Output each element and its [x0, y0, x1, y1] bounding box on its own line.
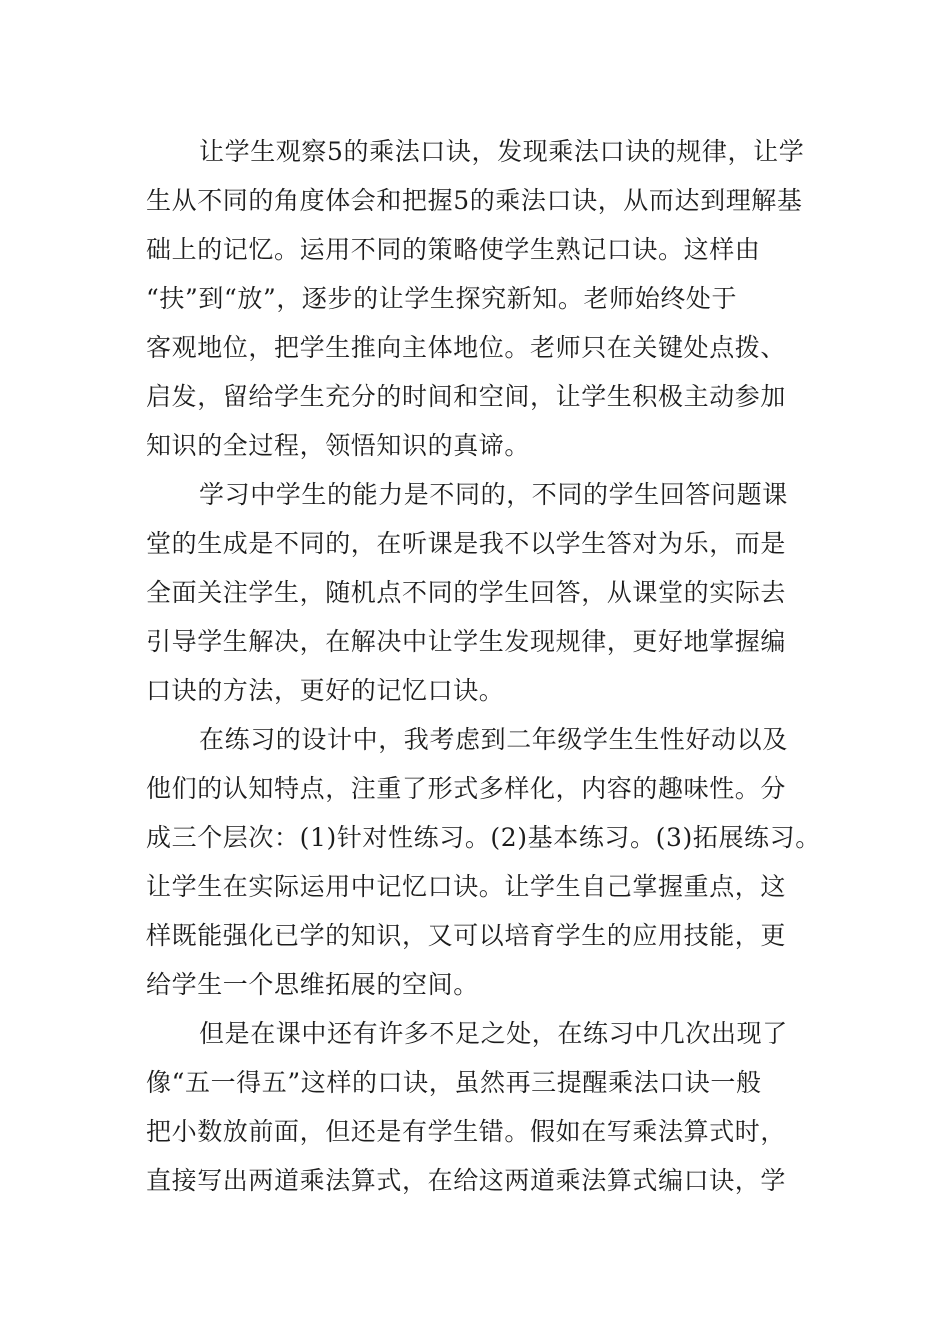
text-line: 让学生观察5的乘法口诀，发现乘法口诀的规律，让学 [199, 137, 805, 166]
document-body [146, 127, 821, 1205]
text-line: 客观地位，把学生推向主体地位。老师只在关键处点拨、 [146, 333, 787, 362]
text-line: 像“五一得五”这样的口诀，虽然再三提醒乘法口诀一般 [146, 1068, 762, 1097]
text-line: 成三个层次：(1)针对性练习。(2)基本练习。(3)拓展练习。 [146, 823, 821, 852]
text-line: 口诀的方法，更好的记忆口诀。 [146, 676, 505, 705]
text-line: 让学生在实际运用中记忆口诀。让学生自己掌握重点，这 [146, 872, 787, 901]
text-line: 但是在课中还有许多不足之处，在练习中几次出现了 [199, 1019, 788, 1048]
text-line: 把小数放前面，但还是有学生错。假如在写乘法算式时， [146, 1117, 787, 1146]
text-line: 全面关注学生，随机点不同的学生回答，从课堂的实际去 [146, 578, 787, 607]
text-line: 堂的生成是不同的，在听课是我不以学生答对为乐，而是 [146, 529, 787, 558]
text-line: 直接写出两道乘法算式，在给这两道乘法算式编口诀，学 [146, 1166, 787, 1195]
text-line: 在练习的设计中，我考虑到二年级学生生性好动以及 [199, 725, 788, 754]
text-line: 学习中学生的能力是不同的，不同的学生回答问题课 [199, 480, 788, 509]
text-line: 启发，留给学生充分的时间和空间，让学生积极主动参加 [146, 382, 787, 411]
text-line: 础上的记忆。运用不同的策略使学生熟记口诀。这样由 [146, 235, 761, 264]
text-line: “扶”到“放”，逐步的让学生探究新知。老师始终处于 [146, 284, 738, 313]
paragraph-1 [146, 127, 811, 470]
paragraph-4 [146, 1009, 811, 1205]
text-line: 给学生一个思维拓展的空间。 [146, 970, 479, 999]
text-line: 他们的认知特点，注重了形式多样化，内容的趣味性。分 [146, 774, 787, 803]
text-line: 引导学生解决，在解决中让学生发现规律，更好地掌握编 [146, 627, 787, 656]
paragraph-2 [146, 470, 811, 715]
text-line: 生从不同的角度体会和把握5的乘法口诀，从而达到理解基 [146, 186, 803, 215]
text-line: 样既能强化已学的知识，又可以培育学生的应用技能，更 [146, 921, 787, 950]
paragraph-3 [146, 715, 821, 1009]
text-line: 知识的全过程，领悟知识的真谛。 [146, 431, 531, 460]
